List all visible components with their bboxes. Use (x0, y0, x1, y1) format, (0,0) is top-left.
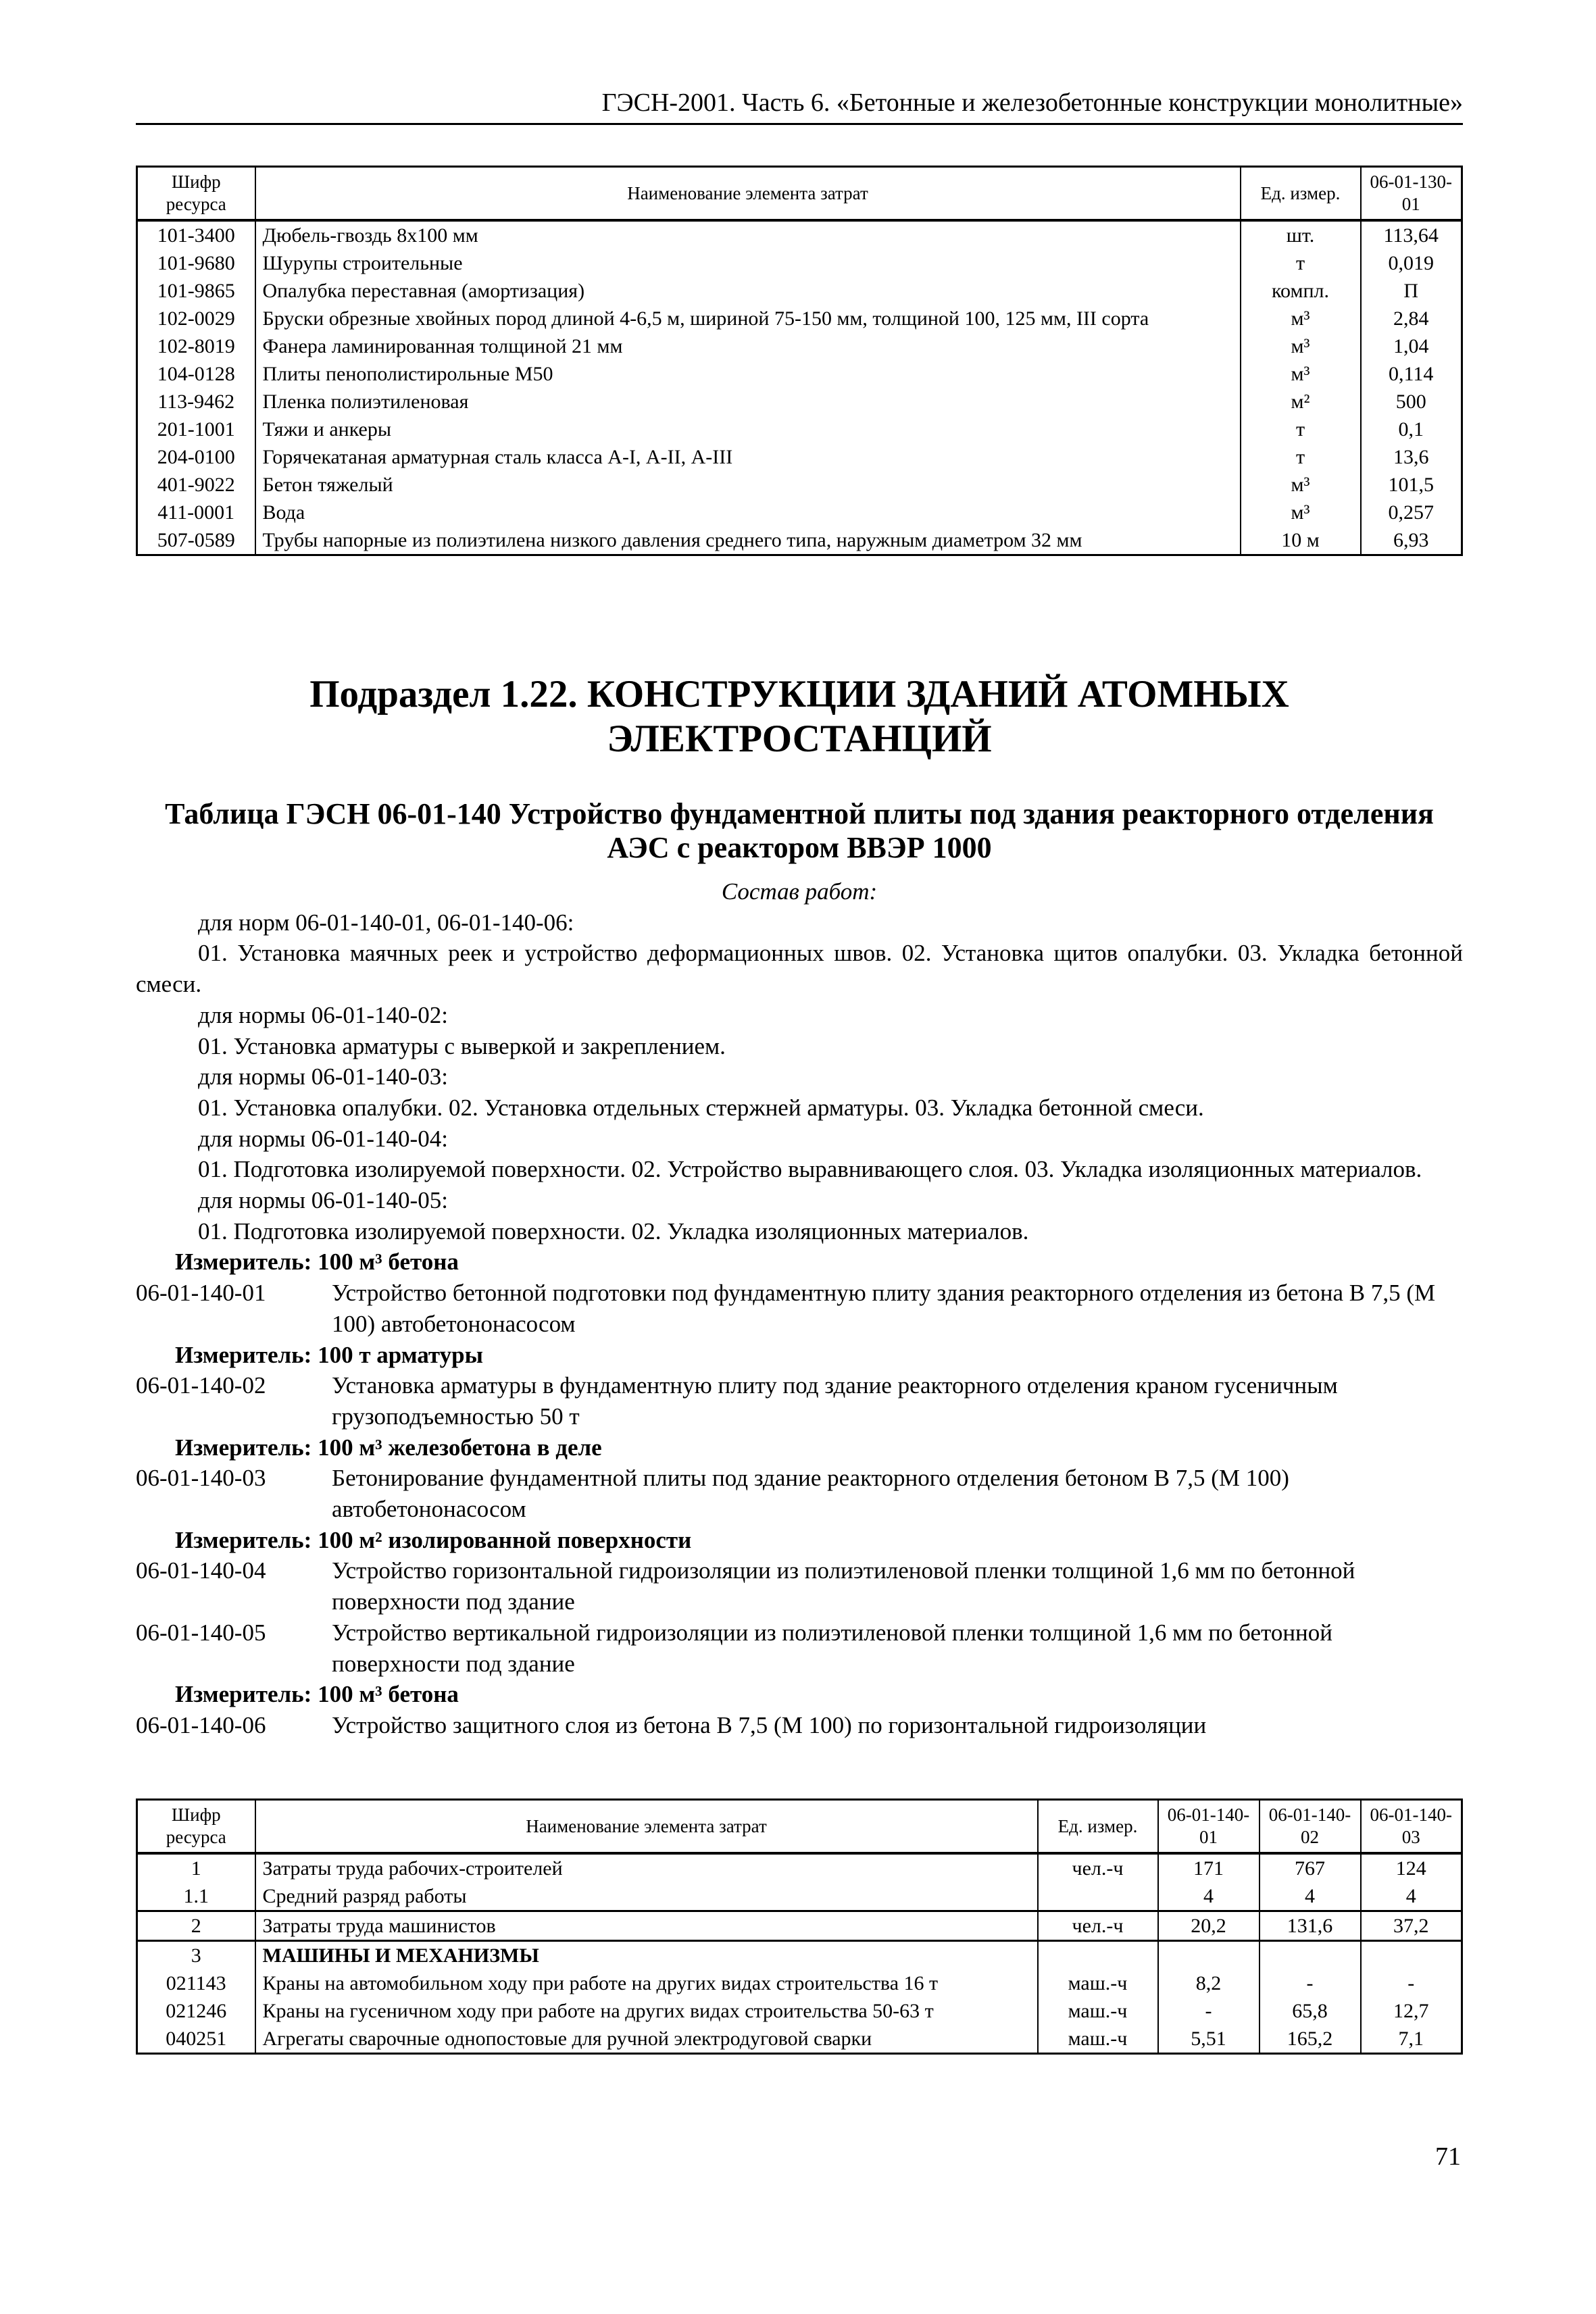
work-scope-text: 01. Установка опалубки. 02. Установка отдельных стержней арматуры. 03. Укладка бетонной смеси. (198, 1094, 1204, 1121)
table-row (137, 388, 1462, 416)
table-cell: 201-1001 (137, 416, 255, 443)
table-cell: 113-9462 (137, 388, 255, 416)
table-cell: 2 (137, 1911, 255, 1941)
norm-text: Установка арматуры в фундаментную плиту под здание реакторного отделения краном гусеничным грузоподъемностью 50 т (332, 1372, 1338, 1430)
norm-item (136, 1370, 1463, 1432)
table-cell: т (1241, 416, 1361, 443)
table-cell: маш.-ч (1038, 1969, 1158, 1997)
table-cell: 101,5 (1361, 471, 1462, 499)
table-header-cell: 06-01-140-03 (1361, 1800, 1462, 1854)
table-cell: 411-0001 (137, 499, 255, 526)
table-cell: м² (1241, 388, 1361, 416)
table-row (137, 1941, 1462, 1970)
table-row (137, 416, 1462, 443)
table-row (137, 2025, 1462, 2054)
measure-unit: Измеритель: 100 м³ железобетона в деле (175, 1434, 602, 1461)
table-cell: 0,257 (1361, 499, 1462, 526)
table-cell: 1.1 (137, 1882, 255, 1911)
table-cell: 401-9022 (137, 471, 255, 499)
table-cell: 4 (1158, 1882, 1260, 1911)
table-cell (1260, 1941, 1361, 1970)
table-cell: - (1260, 1969, 1361, 1997)
table-cell: 101-3400 (137, 220, 255, 249)
table-cell: чел.-ч (1038, 1911, 1158, 1941)
table-cell: 4 (1361, 1882, 1462, 1911)
norm-code: 06-01-140-06 (136, 1711, 266, 1738)
table-cell: 3 (137, 1941, 255, 1970)
work-scope-label: для норм 06-01-140-01, 06-01-140-06: (198, 909, 574, 936)
table-row (137, 220, 1462, 249)
table-header-cell: Шифр ресурса (137, 167, 255, 221)
table-header-cell: 06-01-140-01 (1158, 1800, 1260, 1854)
table-row (137, 1853, 1462, 1882)
table-header-cell: Ед. измер. (1038, 1800, 1158, 1854)
table-row (137, 1969, 1462, 1997)
work-scope-text: 01. Подготовка изолируемой поверхности. 02. Укладка изоляционных материалов. (198, 1217, 1029, 1244)
table-cell: т (1241, 249, 1361, 277)
table-cell (1361, 1941, 1462, 1970)
table-header-cell: Наименование элемента затрат (255, 1800, 1038, 1854)
table-cell: 20,2 (1158, 1911, 1260, 1941)
table-cell: Средний разряд работы (255, 1882, 1038, 1911)
table-cell: Фанера ламинированная толщиной 21 мм (255, 332, 1241, 360)
table-row (137, 249, 1462, 277)
table-cell: м³ (1241, 471, 1361, 499)
table-cell: Бетон тяжелый (255, 471, 1241, 499)
norm-code: 06-01-140-03 (136, 1465, 266, 1492)
norm-code: 06-01-140-02 (136, 1372, 266, 1399)
running-head: ГЭСН-2001. Часть 6. «Бетонные и железобетонные конструкции монолитные» (136, 88, 1463, 125)
table-row (137, 332, 1462, 360)
norm-text: Устройство бетонной подготовки под фундаментную плиту здания реакторного отделения из бетона В 7,5 (М 100) автобетононасосом (332, 1280, 1436, 1337)
table-cell: Пленка полиэтиленовая (255, 388, 1241, 416)
table-cell: 104-0128 (137, 360, 255, 388)
norm-code: 06-01-140-01 (136, 1280, 266, 1307)
table-cell: 040251 (137, 2025, 255, 2054)
table-cell: м³ (1241, 305, 1361, 332)
norm-item (136, 1278, 1463, 1339)
section-heading: Подраздел 1.22. КОНСТРУКЦИИ ЗДАНИЙ АТОМНЫХ ЭЛЕКТРОСТАНЦИЙ (309, 673, 1289, 760)
norm-item (136, 1555, 1463, 1617)
table-cell: 13,6 (1361, 443, 1462, 471)
table-cell: 165,2 (1260, 2025, 1361, 2054)
measure-unit: Измеритель: 100 т арматуры (175, 1341, 483, 1368)
table-cell: компл. (1241, 277, 1361, 305)
table-cell (1158, 1941, 1260, 1970)
table-cell: Затраты труда машинистов (255, 1911, 1038, 1941)
table-cell: МАШИНЫ И МЕХАНИЗМЫ (255, 1941, 1038, 1970)
table-cell: чел.-ч (1038, 1853, 1158, 1882)
table-cell: 65,8 (1260, 1997, 1361, 2025)
table-cell: 0,114 (1361, 360, 1462, 388)
table-row (137, 1911, 1462, 1941)
measure-unit: Измеритель: 100 м³ бетона (175, 1681, 459, 1708)
table-cell: 6,93 (1361, 526, 1462, 555)
table-cell: маш.-ч (1038, 1997, 1158, 2025)
table-cell: - (1361, 1969, 1462, 1997)
norm-code: 06-01-140-05 (136, 1619, 266, 1646)
table-cell: 1 (137, 1853, 255, 1882)
work-scope-label: для нормы 06-01-140-03: (198, 1063, 448, 1090)
norm-item (136, 1617, 1463, 1679)
table-cell: Бруски обрезные хвойных пород длиной 4-6,5 м, шириной 75-150 мм, толщиной 100, 125 мм, III сорта (255, 305, 1241, 332)
table-cell: м³ (1241, 332, 1361, 360)
table-cell: 5,51 (1158, 2025, 1260, 2054)
table-cell: П (1361, 277, 1462, 305)
table-header-cell: 06-01-130-01 (1361, 167, 1462, 221)
work-description (136, 876, 1463, 1741)
table-cell: 131,6 (1260, 1911, 1361, 1941)
table-cell: 204-0100 (137, 443, 255, 471)
table-row (137, 1882, 1462, 1911)
table-cell: Горячекатаная арматурная сталь класса А-I, А-II, А-III (255, 443, 1241, 471)
table-cell: Затраты труда рабочих-строителей (255, 1853, 1038, 1882)
measure-unit: Измеритель: 100 м³ бетона (175, 1249, 459, 1276)
table-cell: Опалубка переставная (амортизация) (255, 277, 1241, 305)
norm-code: 06-01-140-04 (136, 1557, 266, 1584)
table-cell: Краны на автомобильном ходу при работе на других видах строительства 16 т (255, 1969, 1038, 1997)
table-row (137, 305, 1462, 332)
table-cell: 2,84 (1361, 305, 1462, 332)
table-title: Таблица ГЭСН 06-01-140 Устройство фундаментной плиты под здания реакторного отделения АЭС с реактором ВВЭР 1000 (165, 797, 1434, 864)
table-cell (1038, 1882, 1158, 1911)
table-cell: 113,64 (1361, 220, 1462, 249)
norm-item (136, 1710, 1463, 1741)
table-row (137, 277, 1462, 305)
table-cell: Дюбель-гвоздь 8х100 мм (255, 220, 1241, 249)
table-row (137, 360, 1462, 388)
table-row (137, 499, 1462, 526)
table-cell: - (1158, 1997, 1260, 2025)
table-cell: маш.-ч (1038, 2025, 1158, 2054)
table-cell: Шурупы строительные (255, 249, 1241, 277)
table-cell: 37,2 (1361, 1911, 1462, 1941)
table-cell: м³ (1241, 499, 1361, 526)
table-row (137, 471, 1462, 499)
norm-text: Устройство защитного слоя из бетона В 7,5 (М 100) по горизонтальной гидроизоляции (332, 1711, 1207, 1738)
table-cell: 102-0029 (137, 305, 255, 332)
table-cell: Трубы напорные из полиэтилена низкого давления среднего типа, наружным диаметром 32 мм (255, 526, 1241, 555)
table-row (137, 1997, 1462, 2025)
table-cell: 8,2 (1158, 1969, 1260, 1997)
table-cell: 101-9865 (137, 277, 255, 305)
table-cell: 101-9680 (137, 249, 255, 277)
table-cell: 12,7 (1361, 1997, 1462, 2025)
resource-table-06-01-140 (136, 1799, 1463, 2055)
work-scope-text: 01. Подготовка изолируемой поверхности. 02. Устройство выравнивающего слоя. 03. Укладка изоляционных материалов. (198, 1156, 1422, 1183)
work-scope-caption: Состав работ: (721, 878, 878, 905)
table-cell: 102-8019 (137, 332, 255, 360)
work-scope-label: для нормы 06-01-140-05: (198, 1187, 448, 1214)
table-cell: м³ (1241, 360, 1361, 388)
norm-text: Бетонирование фундаментной плиты под здание реакторного отделения бетоном В 7,5 (М 100) автобетононасосом (332, 1465, 1289, 1523)
work-scope-label: для нормы 06-01-140-04: (198, 1125, 448, 1152)
table-cell: 0,1 (1361, 416, 1462, 443)
norm-item (136, 1463, 1463, 1524)
table-cell: 171 (1158, 1853, 1260, 1882)
table-cell: 767 (1260, 1853, 1361, 1882)
table-header-cell: Ед. измер. (1241, 167, 1361, 221)
measure-unit: Измеритель: 100 м² изолированной поверхности (175, 1526, 692, 1553)
table-cell: 021143 (137, 1969, 255, 1997)
table-row (137, 526, 1462, 555)
table-cell: т (1241, 443, 1361, 471)
table-cell: 0,019 (1361, 249, 1462, 277)
work-scope-text: 01. Установка арматуры с выверкой и закреплением. (198, 1032, 726, 1059)
table-header-cell: Шифр ресурса (137, 1800, 255, 1854)
norm-text: Устройство вертикальной гидроизоляции из полиэтиленовой пленки толщиной 1,6 мм по бетонной поверхности под здание (332, 1619, 1333, 1677)
norm-text: Устройство горизонтальной гидроизоляции из полиэтиленовой пленки толщиной 1,6 мм по бетонной поверхности под здание (332, 1557, 1355, 1615)
table-cell: 124 (1361, 1853, 1462, 1882)
table-cell: 7,1 (1361, 2025, 1462, 2054)
table-cell: 1,04 (1361, 332, 1462, 360)
table-cell (1038, 1941, 1158, 1970)
table-cell: 021246 (137, 1997, 255, 2025)
table-cell: Плиты пенополистирольные М50 (255, 360, 1241, 388)
table-row (137, 443, 1462, 471)
table-cell: Краны на гусеничном ходу при работе на других видах строительства 50-63 т (255, 1997, 1038, 2025)
table-header-cell: 06-01-140-02 (1260, 1800, 1361, 1854)
table-cell: Тяжи и анкеры (255, 416, 1241, 443)
page-number: 71 (1435, 2142, 1461, 2171)
table-cell: шт. (1241, 220, 1361, 249)
resource-table-06-01-130 (136, 166, 1463, 556)
work-scope-label: для нормы 06-01-140-02: (198, 1001, 448, 1028)
table-cell: 500 (1361, 388, 1462, 416)
table-cell: 507-0589 (137, 526, 255, 555)
table-cell: 4 (1260, 1882, 1361, 1911)
table-cell: Агрегаты сварочные однопостовые для ручной электродуговой сварки (255, 2025, 1038, 2054)
table-cell: 10 м (1241, 526, 1361, 555)
work-scope-text: 01. Установка маячных реек и устройство деформационных швов. 02. Установка щитов опалубки. 03. Укладка бетонной смеси. (136, 940, 1463, 998)
table-cell: Вода (255, 499, 1241, 526)
table-header-cell: Наименование элемента затрат (255, 167, 1241, 221)
